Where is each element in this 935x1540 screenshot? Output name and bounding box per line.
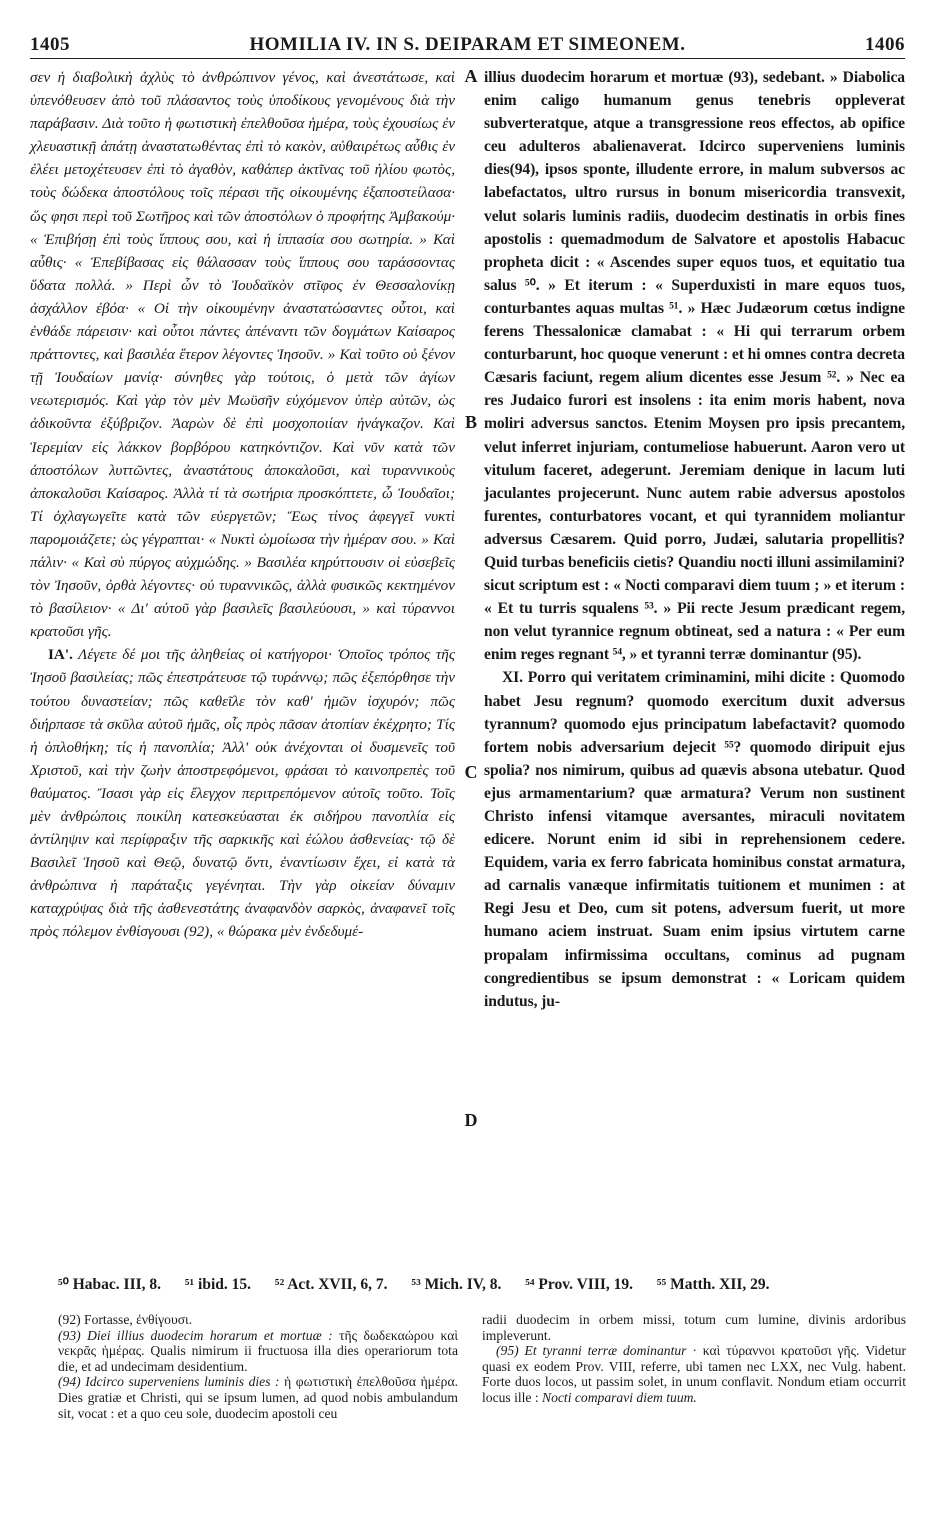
greek-paragraph-2-text: Λέγετε δέ μοι τῆς ἀληθείας οἱ κατήγοροι· Ὁποῖος τρόπος τῆς Ἰησοῦ βασιλείας; πῶς ἐπεστράτευσε τῷ τυράννῳ; πῶς ἐξεπόρθησε τὴν τούτου δυναστείαν; πῶς καθεῖλε τὸν καθ' ἡμῶν ἰσχυρόν; πῶς διήρπασε τὰ σκῦλα αὐτοῦ ἡμᾶς, οἷς πρὸς πᾶσαν ἀτοπίαν ἐκέχρητο; Τίς ἡ ὁπλοθήκη; τίς ἡ πανοπλία; Ἀλλ' οὐκ ἀνέχονται οἱ δυσμενεῖς τοῦ Χριστοῦ, καὶ τὴν ζωὴν ἀποστρεφόμενοι, φράσαι τὸ καινοπρεπὲς τοῦ θαύματος. Ἴσασι γὰρ εἰς ἔλεγχον περιτρεπόμενον αὐτοῖς τοῦτο. Τοῖς μὲν ἀνθρώποις ποικίλη κατεσκεύασται ἐκ σιδήρου πανοπλία εἰς ἀντίληψιν καὶ περίφραξιν τῆς σαρκικῆς καὶ ἐώλου ἀσθενείας· τῷ δὲ Βασιλεῖ Ἰησοῦ καὶ Θεῷ, δυνατῷ ὄντι, ἐναντίωσιν ἔχει, εἰ κατὰ τὰ ἀνθρώπινα ἡ παράταξις γεγένηται. Τὴν γὰρ οἰκείαν δύναμιν καταχρύψας διὰ τῆς ἀσθενεστάτης ἀναφανδὸν σαρκὸς, ἀναφανεῖ τοῖς πρὸς πόλεμον ἐνθίσγουσι (92), « θώρακα μὲν ἐνδεδυμέ- xyxy=(30,646,455,941)
page-header xyxy=(30,34,905,59)
footnote-93-label: (93) Diei illius duodecim horarum et mortuæ : xyxy=(58,1327,333,1343)
footnote-95-text: · καὶ τύραννοι κρατοῦσι γῆς. Videtur quasi ex eodem Prov. VIII, referre, ubi tamen nec LXX, nec Vulg. habent. Forte duos locos, ut passim solet, in unum conflavit. Nondum etiam occurrit locus ille : xyxy=(482,1343,906,1405)
running-title: HOMILIA IV. IN S. DEIPARAM ET SIMEONEM. xyxy=(249,34,686,55)
reference-item: ⁵¹ ibid. 15. xyxy=(184,1276,252,1293)
latin-paragraph-2: XI. Porro qui veritatem criminamini, mihi dicite : Quomodo habet Jesu regnum? quomodo exercitum duxit adversus tyrannum? quomodo ejus principatum labefactavit? quomodo fortem nobis adversarium dejecit ⁵⁵? quomodo diripuit ejus spolia? nos nimirum, quibus ad quævis absona utebatur. Quod ejus armamentarium? quæ armatura? Verum non sustinent Christo infensi vitamque aversantes, miraculi novitatem edicere. Norunt enim id sibi in reprehensionem cedere. Equidem, varia ex ferro fabricata hominibus constat armatura, ad carnalis vanæque infirmitatis tuitionem et munimen : at Regi Jesu et Deo, cum sit potens, adversum fuerit, ut more humano aciem instruat. Suam enim ipsius virtutem carne propalam infirmissima occultans, cominus ad pugnam congredientibus se ipsum demonstrat : « Loricam quidem indutus, ju- xyxy=(484,669,905,1010)
greek-column xyxy=(30,66,455,944)
reference-item: ⁵⁴ Prov. VIII, 19. xyxy=(525,1276,634,1293)
margin-marker-c: C xyxy=(464,762,478,782)
greek-paragraph-2 xyxy=(30,643,455,943)
page-number-left: 1405 xyxy=(30,34,70,55)
footnote-93-text: τῆς δωδεκαώρου καὶ νεκρᾶς ἡμέρας. Qualis nimirum ii fructuosa illa dies operariorum tota die, et ad undecimam desidentium. xyxy=(58,1327,458,1374)
reference-item: ⁵⁵ Matth. XII, 29. xyxy=(656,1276,770,1293)
reference-item: ⁵³ Mich. IV, 8. xyxy=(411,1276,502,1293)
scripture-references xyxy=(58,1275,908,1294)
footnote-92: (92) Fortasse, ἐνθίγουσι. xyxy=(58,1312,193,1327)
footnote-95-label: (95) Et tyranni terræ dominantur xyxy=(496,1343,687,1359)
footnote-94-continued: radii duodecim in orbem missi, totum cum lumine, divinis ardoribus impleverunt. xyxy=(482,1312,906,1343)
greek-paragraph-1: σεν ἡ διαβολικὴ ἀχλὺς τὸ ἀνθρώπινον γένος, καὶ ἀνεστάτωσε, καὶ ὑπενόθευσεν ἀπὸ τοῦ πλάσαντος τοὺς ὑποδίκους γενομένους διὰ τὴν παράβασιν. Διὰ τοῦτο ἡ φωτιστικὴ ἐπελθοῦσα ἡμέρα, τοὺς ἐχουσίως ἐν χλευαστικῇ ἀπάτῃ ἀναστατωθέντας ἐπὶ τὸ κακὸν, αὐθαιρέτως αὖθις ἐν ἐλέει μετοχέτευσεν ἐπὶ τὸ ἀγαθὸν, καθάπερ ἀκτῖνας τοῦ ἡλίου φωτὸς, τοὺς δώδεκα ἀποστόλους τοῖς πέρασι τῆς οἰκουμένης ἐξαποστείλασα· ὥς φησι περὶ τοῦ Σωτῆρος καὶ τῶν ἀποστόλων ὁ προφήτης Ἀμβακούμ· « Ἐπιβήσῃ ἐπὶ τοὺς ἵππους σου, καὶ ἡ ἱππασία σου σωτηρία. » Καὶ αὖθις· « Ἐπεβίβασας εἰς θάλασσαν τοὺς ἵππους σου ταράσσοντας ὕδατα πολλά. » Περὶ ὧν τὸ Ἰουδαϊκὸν στῖφος ἐν Θεσσαλονίκῃ ἀσχάλλον ἐβόα· « Οἱ τὴν οἰκουμένην ἀναστατώσαντες οὗτοι, καὶ ἐνθάδε πάρεισιν· καὶ οὗτοι πάντες ἀπέναντι τῶν δογμάτων Καίσαρος πράττοντες, καὶ βασιλέα ἕτερον λέγοντες Ἰησοῦν. » Καὶ τοῦτο οὐ ξένον τῇ Ἰουδαίων μανίᾳ· σύνηθες γὰρ τούτοις, ὁ μετὰ τῶν ἁγίων νεωτερισμός. Καὶ γὰρ τὸν μὲν Μωϋσῆν εὐχόμενον ὑπὲρ αὐτῶν, ὡς ἀδικοῦντα ἐξύβριζον. Ἀαρὼν δὲ ἐπὶ μοσχοποιίαν ἠνάγκαζον. Καὶ Ἱερεμίαν εἰς λάκκον βορβόρου κατηκόντιζον. Καὶ νῦν κατὰ τῶν ἀποστόλων λυττῶντες, ἀναστάτους ἀποκαλοῦσι, καὶ τυραννικοὺς ἀποκαλοῦσι Καίσαρος. Ἀλλὰ τί τὰ σωτήρια προσκόπτετε, ὦ Ἰουδαῖοι; Τί ὀχλαγωγεῖτε κατὰ τῶν εὐεργετῶν; Ἕως τίνος ἀφεγγεῖ νυκτὶ παρομοιάζετε; ὡς γέγραπται· « Νυκτὶ ὡμοίωσα τὴν ἡμέραν σου. » Καὶ πάλιν· « Καὶ σὺ πύργος αὐχμώδης. » Βασιλέα κηρύττουσιν οἱ εὐσεβεῖς τὸν Ἰησοῦν, ὀρθὰ λέγοντες· οὐ τυραννικῶς, ἀλλὰ φυσικῶς κεκτημένον τὸ βασίλειον· « Δι' αὐτοῦ γὰρ βασιλεῖς βασιλεύουσι, » καὶ τύραννοι κρατοῦσι γῆς. xyxy=(30,69,455,641)
footnotes-right xyxy=(482,1312,906,1406)
margin-marker-d: D xyxy=(464,1110,478,1130)
latin-paragraph-1: illius duodecim horarum et mortuæ (93), sedebant. » Diabolica enim caligo humanum genus tenebris oppleverat subverteratque, atque a transgressione reos effectos, ab opifice ceu adulteros abalienaverat. Idcirco superveniens luminis dies(94), ipsos sponte, illudente errore, in malum subversos ac labefactatos, ultro rursus in bonum misericordia transvexit, velut solaris luminis radiis, duodecim destinatis in orbis fines apostolis : quemadmodum de Salvatore et apostolis Habacuc propheta dicit : « Ascendes super equos tuos, et equitatio tua salus ⁵⁰. » Et iterum : « Superduxisti in mare equos tuos, conturbantes aquas multas ⁵¹. » Hæc Judæorum cœtus indigne ferens Thessalonicæ clamabat : « Hi qui terrarum orbem conturbarunt, hoc quoque venerunt : et hi omnes contra decreta Cæsaris faciunt, regem alium dicentes esse Jesum ⁵². » Nec ea res Judaico furori est insolens : ita enim moris habent, nova moliri adversus sanctos. Etenim Moysen pro ipsis precantem, velut inferret injuriam, contumeliose habuerunt. Aaron vero ut vitulum faceret, adegerunt. Jeremiam denique in lacum luti jaculantes projecerunt. Nunc autem rabie adversus apostolos furentes, conturbatores vocant, et qui tyrannidem moliantur adversus Cæsarem. Quid porro, Judæi, salutaria propellitis? Quid turbas beneficiis cietis? Quandiu nocti illuni assimilamini? sicut scriptum est : « Nocti comparavi diem tuum ; » et iterum : « Et tu turris squalens ⁵³. » Pii recte Jesum prædicant regem, non velut tyrannice regnum obtineat, sed a natura : « Per eum enim reges regnant ⁵⁴, » et tyranni terræ dominantur (95). xyxy=(484,69,905,664)
footnote-94 xyxy=(58,1374,458,1421)
greek-section-number: ΙΑ'. xyxy=(48,646,73,664)
footnote-93 xyxy=(58,1328,458,1375)
latin-column xyxy=(484,66,905,1013)
margin-marker-b: B xyxy=(464,412,477,432)
reference-item: ⁵² Act. XVII, 6, 7. xyxy=(274,1276,388,1293)
footnote-95-tail: Nocti comparavi diem tuum. xyxy=(542,1389,697,1405)
footnotes-left xyxy=(58,1312,458,1421)
page-number-right: 1406 xyxy=(865,34,905,55)
footnote-94-label: (94) Idcirco superveniens luminis dies : xyxy=(58,1374,280,1390)
reference-item: ⁵⁰ Habac. III, 8. xyxy=(58,1276,162,1293)
footnote-95 xyxy=(482,1343,906,1405)
margin-marker-a: A xyxy=(464,66,478,86)
footnote-94-text: ἡ φωτιστικὴ ἐπελθοῦσα ἡμέρα. Dies gratiæ et Christi, qui se ipsum lumen, ad quod nobis ambulandum sit, vocat : et a quo ceu sole, duodecim apostoli ceu xyxy=(58,1374,458,1421)
